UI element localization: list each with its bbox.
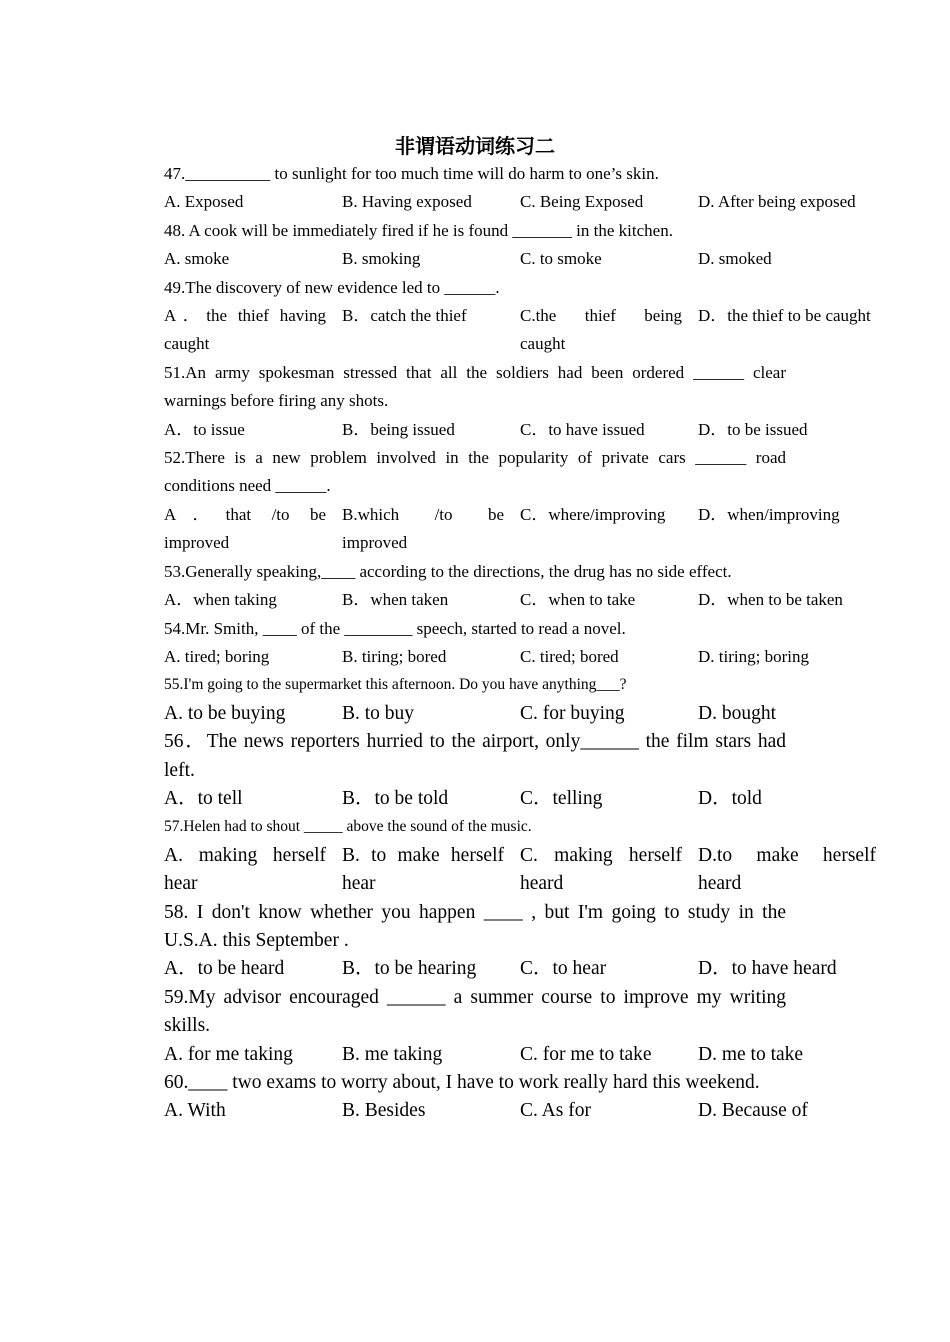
option-a[interactable]: A. Exposed [164, 192, 244, 212]
option-c[interactable]: C. for me to take [520, 1043, 652, 1065]
option-a[interactable]: A．to be heard [164, 958, 285, 980]
option-a[interactable]: A. making herself hear [164, 844, 326, 895]
option-c[interactable]: C. As for [520, 1100, 591, 1122]
question-56 [164, 728, 876, 813]
option-a[interactable]: A．that /to be improved [164, 504, 326, 553]
option-a[interactable]: A．the thief having caught [164, 306, 326, 354]
options-row [164, 1041, 876, 1069]
option-b[interactable]: B．being issued [342, 419, 455, 439]
option-d[interactable]: D. smoked [698, 249, 772, 269]
option-a[interactable]: A．when taking [164, 590, 277, 610]
option-c[interactable]: C．where/improving [520, 504, 666, 524]
option-a[interactable]: A. for me taking [164, 1043, 293, 1065]
option-c[interactable]: C. tired; bored [520, 646, 619, 666]
options-row [164, 1097, 876, 1125]
option-b[interactable]: B. to make herself hear [342, 844, 504, 895]
option-d[interactable]: D. me to take [698, 1043, 804, 1065]
option-d[interactable]: D. tiring; boring [698, 646, 809, 666]
option-b[interactable]: B. me taking [342, 1043, 443, 1065]
option-b[interactable]: B. tiring; bored [342, 646, 447, 666]
option-d[interactable]: D．to have heard [698, 958, 837, 980]
option-c[interactable]: C. for buying [520, 702, 625, 724]
option-b[interactable]: B. smoking [342, 249, 421, 269]
question-stem: 58. I don't know whether you happen ____ , but I'm going to study in the U.S.A. this September . [164, 901, 786, 951]
option-d[interactable]: D. bought [698, 702, 776, 724]
option-d[interactable]: D．when/improving [698, 504, 840, 524]
option-a[interactable]: A．to tell [164, 787, 243, 809]
option-c[interactable]: C. making herself heard [520, 844, 682, 895]
question-stem: 52.There is a new problem involved in the popularity of private cars ______ road conditions need ______. [164, 448, 786, 496]
option-a[interactable]: A. tired; boring [164, 646, 270, 666]
question-52 [164, 444, 876, 558]
question-stem: 54.Mr. Smith, ____ of the ________ speech, started to read a novel. [164, 618, 626, 638]
options-row [164, 188, 876, 216]
question-59 [164, 984, 876, 1069]
options-row [164, 586, 876, 614]
option-c[interactable]: C．telling [520, 787, 603, 809]
options-row [164, 416, 876, 444]
question-60 [164, 1069, 876, 1126]
question-stem: 56．The news reporters hurried to the airport, only______ the film stars had left. [164, 731, 786, 781]
option-c[interactable]: C．to have issued [520, 419, 645, 439]
option-b[interactable]: B．to be told [342, 787, 449, 809]
option-d[interactable]: D．when to be taken [698, 590, 843, 610]
question-51 [164, 359, 876, 444]
question-57 [164, 813, 876, 898]
question-53 [164, 558, 876, 615]
option-a[interactable]: A．to issue [164, 419, 245, 439]
options-row [164, 842, 876, 899]
question-stem: 48. A cook will be immediately fired if he is found _______ in the kitchen. [164, 220, 673, 240]
option-c[interactable]: C.the thief being caught [520, 306, 682, 354]
question-stem: 49.The discovery of new evidence led to ______. [164, 277, 500, 297]
question-49 [164, 274, 876, 359]
option-c[interactable]: C. Being Exposed [520, 192, 644, 212]
option-d[interactable]: D．the thief to be caught [698, 306, 871, 326]
option-b[interactable]: B. to buy [342, 702, 415, 724]
question-stem: 59.My advisor encouraged ______ a summer course to improve my writing skills. [164, 986, 786, 1037]
option-c[interactable]: C．to hear [520, 958, 607, 980]
options-row [164, 643, 876, 671]
question-list [164, 160, 876, 1126]
option-b[interactable]: B．to be hearing [342, 958, 477, 980]
option-b[interactable]: B. Besides [342, 1100, 426, 1122]
option-c[interactable]: C. to smoke [520, 249, 602, 269]
option-b[interactable]: B．catch the thief [342, 306, 467, 326]
question-stem: 55.I'm going to the supermarket this afternoon. Do you have anything___? [164, 676, 627, 694]
option-d[interactable]: D．told [698, 787, 762, 809]
question-54 [164, 615, 876, 672]
option-c[interactable]: C．when to take [520, 590, 636, 610]
options-row [164, 245, 876, 273]
question-48 [164, 217, 876, 274]
question-stem: 60.____ two exams to worry about, I have to work really hard this weekend. [164, 1072, 760, 1093]
option-a[interactable]: A. With [164, 1100, 226, 1122]
question-stem: 51.An army spokesman stressed that all the soldiers had been ordered ______ clear warnings before firing any shots. [164, 362, 786, 411]
page-title: 非谓语动词练习二 [395, 134, 555, 158]
option-a[interactable]: A. smoke [164, 249, 230, 269]
question-stem: 57.Helen had to shout _____ above the sound of the music. [164, 818, 532, 836]
option-b[interactable]: B. Having exposed [342, 192, 472, 212]
question-47 [164, 160, 876, 217]
question-55 [164, 671, 876, 728]
option-b[interactable]: B．when taken [342, 590, 449, 610]
option-d[interactable]: D．to be issued [698, 419, 808, 439]
option-a[interactable]: A. to be buying [164, 702, 286, 724]
options-row [164, 700, 876, 728]
option-b[interactable]: B.which /to be improved [342, 504, 504, 553]
question-stem: 47.__________ to sunlight for too much time will do harm to one’s skin. [164, 164, 659, 183]
option-d[interactable]: D.to make herself heard [698, 844, 876, 895]
option-d[interactable]: D. Because of [698, 1100, 808, 1122]
options-row [164, 955, 876, 983]
question-58 [164, 899, 876, 984]
option-d[interactable]: D. After being exposed [698, 192, 856, 212]
options-row [164, 302, 876, 359]
options-row [164, 501, 876, 558]
question-stem: 53.Generally speaking,____ according to the directions, the drug has no side effect. [164, 561, 732, 581]
options-row [164, 785, 876, 813]
